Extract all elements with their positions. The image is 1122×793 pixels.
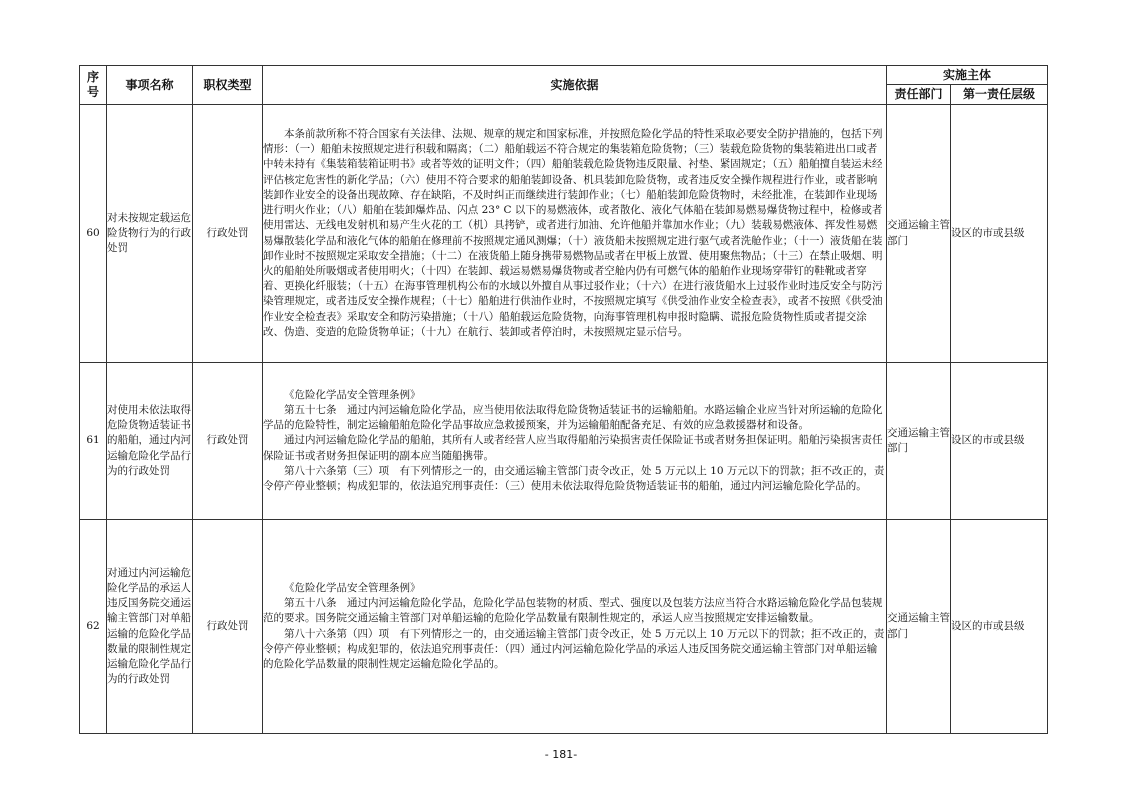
header-item-name: 事项名称 <box>107 66 193 105</box>
header-dept: 责任部门 <box>887 85 951 105</box>
basis-cell <box>263 363 887 520</box>
basis-paragraph: 第五十七条 通过内河运输危险化学品，应当使用依法取得危险货物适装证书的运输船舶。水路运输企业应当针对所运输的危险化学品的危险特性，制定运输船舶危险化学品事故应急救援预案，并为运输船舶配备充足、有效的应急救援器材和设备。 <box>263 403 883 432</box>
basis-cell <box>263 105 887 363</box>
header-level: 第一责任层级 <box>951 85 1048 105</box>
page-number: - 181- <box>544 748 578 761</box>
table-row <box>80 105 1048 363</box>
basis-paragraph: 第八十六条第（四）项 有下列情形之一的，由交通运输主管部门责令改正，处 5 万元以上 10 万元以下的罚款；拒不改正的，责令停产停业整顿；构成犯罪的，依法追究刑事责任：（四）通过内河运输危险化学品的承运人违反国务院交通运输主管部门对单船运输的危险化学品数量的限制性规定运输危险化学品的。 <box>263 627 885 670</box>
row-number: 61 <box>80 363 107 520</box>
power-type: 行政处罚 <box>193 520 263 734</box>
table-row <box>80 520 1048 734</box>
basis-paragraph: 通过内河运输危险化学品的船舶，其所有人或者经营人应当取得船舶污染损害责任保险证书或者财务担保证明。船舶污染损害责任保险证书或者财务担保证明的副本应当随船携带。 <box>263 434 883 462</box>
item-name: 对使用未依法取得危险货物适装证书的船舶，通过内河运输危险化学品行为的行政处罚 <box>107 363 193 520</box>
row-number: 60 <box>80 105 107 363</box>
header-seq: 序号 <box>80 66 107 105</box>
header-basis: 实施依据 <box>263 66 887 105</box>
enforcement-table <box>79 65 1048 734</box>
responsible-dept: 交通运输主管部门 <box>887 105 951 363</box>
power-type: 行政处罚 <box>193 105 263 363</box>
basis-source: 《危险化学品安全管理条例》 <box>284 581 421 594</box>
table-row <box>80 363 1048 520</box>
basis-cell <box>263 520 887 734</box>
responsible-dept: 交通运输主管部门 <box>887 520 951 734</box>
item-name: 对通过内河运输危险化学品的承运人违反国务院交通运输主管部门对单船运输的危险化学品数量的限制性规定运输危险化学品行为的行政处罚 <box>107 520 193 734</box>
responsibility-level: 设区的市或县级 <box>951 105 1048 363</box>
responsibility-level: 设区的市或县级 <box>951 520 1048 734</box>
power-type: 行政处罚 <box>193 363 263 520</box>
basis-paragraph: 第八十六条第（三）项 有下列情形之一的，由交通运输主管部门责令改正，处 5 万元以上 10 万元以下的罚款；拒不改正的，责令停产停业整顿；构成犯罪的，依法追究刑事责任：（三）使用未依法取得危险货物适装证书的船舶，通过内河运输危险化学品的。 <box>263 464 885 492</box>
row-number: 62 <box>80 520 107 734</box>
header-power-type: 职权类型 <box>193 66 263 105</box>
basis-paragraph: 本条前款所称不符合国家有关法律、法规、规章的规定和国家标准，并按照危险化学品的特性采取必要安全防护措施的，包括下列情形：（一）船舶未按照规定进行积载和隔离；（二）船舶载运不符合规定的集装箱危险货物；（三）装载危险货物的集装箱进出口或者中转未持有《集装箱装箱证明书》或者等效的证明文件；（四）船舶装载危险货物违反限量、衬垫、紧固规定；（五）船舶擅自装运未经评估核定危害性的新化学品；（六）使用不符合要求的船舶装卸设备、机具装卸危险货物，或者违反安全操作规程进行作业，或者影响装卸作业安全的设备出现故障、存在缺陷，不及时纠正而继续进行装卸作业；（七）船舶装卸危险货物时，未经批准，在装卸作业现场进行明火作业；（八）船舶在装卸爆炸品、闪点 23° C 以下的易燃液体，或者散化、液化气体船在装卸易燃易爆货物过程中，检修或者使用雷达、无线电发射机和易产生火花的工（机）具拷铲，或者进行加油、允许他船并靠加水作业；（九）装载易燃液体、挥发性易燃易爆散装化学品和液化气体的船舶在修理前不按照规定通风测爆；（十）液货船未按照规定进行驱气或者洗舱作业；（十一）液货船在装卸作业时不按照规定采取安全措施；（十二）在液货船上随身携带易燃物品或者在甲板上放置、使用聚焦物品；（十三）在禁止吸烟、明火的船舶处所吸烟或者使用明火；（十四）在装卸、载运易燃易爆货物或者空舱内仍有可燃气体的船舶作业现场穿带钉的鞋靴或者穿着、更换化纤服装；（十五）在海事管理机构公布的水域以外擅自从事过驳作业；（十六）在进行液货船水上过驳作业时违反安全与防污染管理规定，或者违反安全操作规程；（十七）船舶进行供油作业时，不按照规定填写《供受油作业安全检查表》，或者不按照《供受油作业安全检查表》采取安全和防污染措施；（十八）船舶载运危险货物，向海事管理机构申报时隐瞒、谎报危险货物性质或者提交涂改、伪造、变造的危险货物单证；（十九）在航行、装卸或者停泊时，未按照规定显示信号。 <box>263 128 883 338</box>
responsible-dept: 交通运输主管部门 <box>887 363 951 520</box>
responsibility-level: 设区的市或县级 <box>951 363 1048 520</box>
header-subject: 实施主体 <box>887 66 1048 85</box>
basis-paragraph: 第五十八条 通过内河运输危险化学品，危险化学品包装物的材质、型式、强度以及包装方法应当符合水路运输危险化学品包装规范的要求。国务院交通运输主管部门对单船运输的危险化学品数量有限制性规定的，承运人应当按照规定安排运输数量。 <box>263 597 883 625</box>
basis-source: 《危险化学品安全管理条例》 <box>284 388 421 401</box>
item-name: 对未按规定载运危险货物行为的行政处罚 <box>107 105 193 363</box>
